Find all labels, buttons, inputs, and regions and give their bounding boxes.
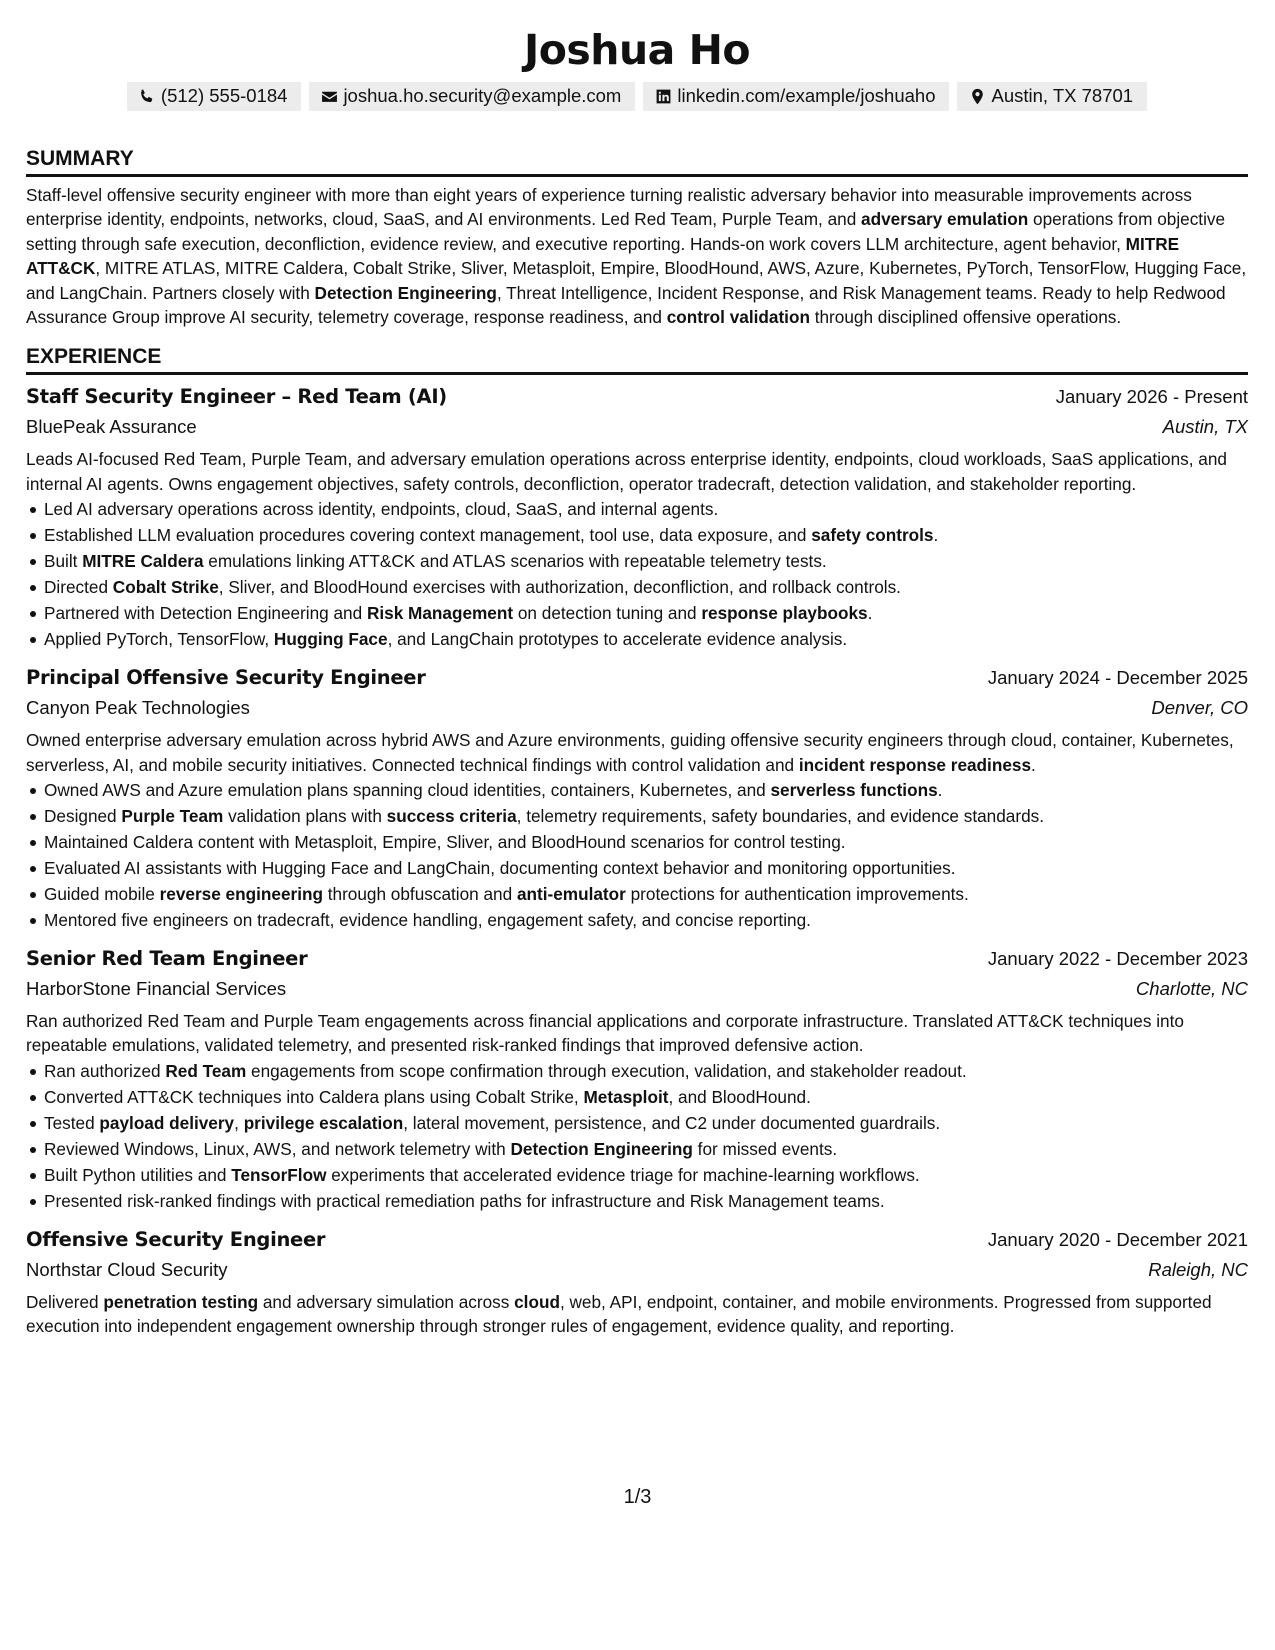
contact-bar bbox=[26, 82, 1248, 111]
bold-keyword: Detection Engineering bbox=[314, 282, 497, 303]
bullet-item bbox=[44, 881, 1248, 907]
text-run: , telemetry requirements, safety boundaries, and evidence standards. bbox=[516, 806, 1045, 827]
bold-keyword: payload delivery bbox=[99, 1112, 235, 1133]
bold-keyword: reverse engineering bbox=[159, 884, 323, 905]
text-run: Mentored five engineers on tradecraft, evidence handling, engagement safety, and concise reporting. bbox=[44, 910, 811, 931]
bold-keyword: Hugging Face bbox=[273, 629, 388, 650]
text-run: Partnered with Detection Engineering and bbox=[44, 603, 367, 624]
bold-keyword: MITRE ATT&CK bbox=[26, 233, 1180, 279]
contact-linkedin-text: linkedin.com/example/joshuaho bbox=[677, 85, 936, 106]
job-summary bbox=[26, 1290, 1248, 1339]
job-location: Denver, CO bbox=[1151, 697, 1248, 719]
bullet-item bbox=[44, 1058, 1248, 1084]
company-name: Northstar Cloud Security bbox=[26, 1258, 228, 1280]
phone-icon bbox=[139, 88, 156, 105]
bullet-item bbox=[44, 522, 1248, 548]
text-run: validation plans with bbox=[223, 806, 387, 827]
job-summary bbox=[26, 1009, 1248, 1058]
bullet-item bbox=[44, 1136, 1248, 1162]
text-run: Ran authorized bbox=[44, 1060, 166, 1081]
bold-keyword: Detection Engineering bbox=[510, 1138, 693, 1159]
bold-keyword: anti-emulator bbox=[516, 884, 626, 905]
bold-keyword: Metasploit bbox=[583, 1086, 669, 1107]
contact-location bbox=[957, 82, 1147, 111]
text-run: Guided mobile bbox=[44, 884, 160, 905]
text-run: . bbox=[1031, 754, 1036, 775]
bold-keyword: penetration testing bbox=[103, 1291, 259, 1312]
text-run: , MITRE ATLAS, MITRE Caldera, Cobalt Strike, Sliver, Metasploit, Empire, BloodHound, AWS, Azure, Kubernetes, PyTorch, TensorFlow, Hugging Face, and LangChain. Partners closely with bbox=[26, 258, 1247, 303]
bullet-item bbox=[44, 855, 1248, 881]
bullet-item bbox=[44, 829, 1248, 855]
bullet-item bbox=[44, 777, 1248, 803]
bold-keyword: success criteria bbox=[386, 806, 517, 827]
job-list bbox=[26, 381, 1248, 1338]
job-entry bbox=[26, 662, 1248, 933]
text-run: emulations linking ATT&CK and ATLAS scenarios with repeatable telemetry tests. bbox=[203, 551, 827, 572]
text-run: operations from objective setting through safe execution, deconfliction, evidence review, and executive reporting. Hands-on work covers LLM architecture, agent behavior, bbox=[26, 209, 1226, 254]
job-location: Raleigh, NC bbox=[1148, 1258, 1248, 1280]
text-run: , Sliver, and BloodHound exercises with authorization, deconfliction, and rollback controls. bbox=[218, 577, 901, 598]
bullet-item bbox=[44, 803, 1248, 829]
text-run: and adversary simulation across bbox=[258, 1291, 515, 1312]
text-run: Owned enterprise adversary emulation across hybrid AWS and Azure environments, guiding offensive security engineers through cloud, container, Kubernetes, serverless, AI, and mobile security initiatives. Connected technical findings with control validation and bbox=[26, 730, 1234, 775]
job-summary bbox=[26, 728, 1248, 777]
text-run: , and BloodHound. bbox=[668, 1086, 811, 1107]
job-title: Staff Security Engineer – Red Team (AI) bbox=[26, 385, 447, 409]
text-run: experiments that accelerated evidence triage for machine-learning workflows. bbox=[326, 1164, 920, 1185]
bold-keyword: adversary emulation bbox=[861, 209, 1029, 230]
job-bullets bbox=[26, 496, 1248, 652]
company-name: BluePeak Assurance bbox=[26, 416, 197, 438]
bold-keyword: Red Team bbox=[165, 1060, 247, 1081]
bold-keyword: privilege escalation bbox=[243, 1112, 404, 1133]
job-bullets bbox=[26, 1058, 1248, 1214]
contact-phone-text: (512) 555-0184 bbox=[160, 85, 288, 106]
text-run: , bbox=[234, 1112, 244, 1133]
text-run: Ran authorized Red Team and Purple Team engagements across financial applications and corporate infrastructure. Translated ATT&CK techniques into repeatable emulations, validated telemetry, and presented risk-ranked findings that improved defensive action. bbox=[26, 1011, 1184, 1056]
bullet-item bbox=[44, 1084, 1248, 1110]
summary-text bbox=[26, 183, 1248, 329]
text-run: Leads AI-focused Red Team, Purple Team, and adversary emulation operations across enterprise identity, endpoints, cloud workloads, SaaS applications, and internal AI agents. Owns engagement objectives, safety controls, deconfliction, operator tradecraft, detection validation, and stakeholder reporting. bbox=[26, 449, 1227, 494]
text-run: . bbox=[933, 525, 939, 546]
bold-keyword: Purple Team bbox=[121, 806, 224, 827]
bold-keyword: Cobalt Strike bbox=[112, 577, 219, 598]
text-run: Built Python utilities and bbox=[44, 1164, 232, 1185]
bold-keyword: response playbooks bbox=[701, 603, 868, 624]
company-name: HarborStone Financial Services bbox=[26, 978, 287, 1000]
map-pin-icon bbox=[969, 88, 986, 105]
text-run: Applied PyTorch, TensorFlow, bbox=[44, 629, 274, 650]
bullet-item bbox=[44, 548, 1248, 574]
candidate-name: Joshua Ho bbox=[523, 26, 751, 74]
bold-keyword: incident response readiness bbox=[798, 754, 1032, 775]
job-dates: January 2024 - December 2025 bbox=[987, 667, 1248, 689]
job-dates: January 2026 - Present bbox=[1055, 386, 1248, 408]
text-run: , Threat Intelligence, Incident Response, and Risk Management teams. Ready to help Redwood Assurance Group improve AI security, telemetry coverage, response readiness, and bbox=[26, 282, 1226, 328]
text-run: Led AI adversary operations across identity, endpoints, cloud, SaaS, and internal agents. bbox=[44, 499, 719, 520]
text-run: Maintained Caldera content with Metasploit, Empire, Sliver, and BloodHound scenarios for control testing. bbox=[44, 832, 846, 853]
job-entry bbox=[26, 1224, 1248, 1339]
text-run: for missed events. bbox=[692, 1138, 838, 1159]
bold-keyword: MITRE Caldera bbox=[82, 551, 204, 572]
bold-keyword: control validation bbox=[666, 307, 810, 328]
text-run: Presented risk-ranked findings with practical remediation paths for infrastructure and Risk Management teams. bbox=[44, 1190, 885, 1211]
job-summary bbox=[26, 447, 1248, 496]
text-run: , web, API, endpoint, container, and mobile environments. Progressed from supported execution into independent engagement ownership through stronger rules of engagement, evidence quality, and reporting. bbox=[26, 1291, 1212, 1337]
text-run: . bbox=[867, 603, 873, 624]
bullet-item bbox=[44, 626, 1248, 652]
bullet-item bbox=[44, 907, 1248, 933]
text-run: Tested bbox=[44, 1112, 100, 1133]
job-title: Principal Offensive Security Engineer bbox=[26, 666, 426, 690]
bold-keyword: safety controls bbox=[811, 525, 934, 546]
linkedin-icon bbox=[655, 88, 672, 105]
text-run: , lateral movement, persistence, and C2 under documented guardrails. bbox=[403, 1112, 941, 1133]
summary-section bbox=[26, 145, 1248, 329]
contact-linkedin[interactable] bbox=[643, 82, 949, 111]
job-location: Austin, TX bbox=[1162, 416, 1248, 438]
job-title: Senior Red Team Engineer bbox=[26, 947, 308, 971]
text-run: through obfuscation and bbox=[322, 884, 517, 905]
bullet-item bbox=[44, 1110, 1248, 1136]
text-run: through disciplined offensive operations. bbox=[809, 307, 1122, 328]
text-run: Owned AWS and Azure emulation plans spanning cloud identities, containers, Kubernetes, and bbox=[44, 780, 771, 801]
text-run: Designed bbox=[44, 806, 122, 827]
text-run: Converted ATT&CK techniques into Caldera plans using Cobalt Strike, bbox=[44, 1086, 584, 1107]
text-run: Delivered bbox=[26, 1291, 104, 1312]
job-dates: January 2020 - December 2021 bbox=[987, 1228, 1248, 1250]
bold-keyword: cloud bbox=[514, 1291, 560, 1312]
text-run: Established LLM evaluation procedures covering context management, tool use, data exposure, and bbox=[44, 525, 812, 546]
text-run: protections for authentication improvements. bbox=[625, 884, 969, 905]
bullet-item bbox=[44, 496, 1248, 522]
contact-email-text: joshua.ho.security@example.com bbox=[343, 85, 622, 106]
text-run: Reviewed Windows, Linux, AWS, and network telemetry with bbox=[44, 1138, 511, 1159]
text-run: Evaluated AI assistants with Hugging Face and LangChain, documenting context behavior and monitoring opportunities. bbox=[44, 858, 956, 879]
text-run: . bbox=[937, 780, 943, 801]
resume-page bbox=[26, 0, 1248, 1339]
job-bullets bbox=[26, 777, 1248, 933]
experience-section bbox=[26, 343, 1248, 1338]
job-location: Charlotte, NC bbox=[1135, 978, 1248, 1000]
summary-heading: SUMMARY bbox=[26, 145, 1248, 177]
bullet-item bbox=[44, 1188, 1248, 1214]
experience-heading: EXPERIENCE bbox=[26, 343, 1248, 375]
text-run: Directed bbox=[44, 577, 113, 598]
text-run: , and LangChain prototypes to accelerate evidence analysis. bbox=[387, 629, 848, 650]
bold-keyword: Risk Management bbox=[366, 603, 514, 624]
bullet-item bbox=[44, 574, 1248, 600]
job-dates: January 2022 - December 2023 bbox=[987, 948, 1248, 970]
text-run: engagements from scope confirmation through execution, validation, and stakeholder readout. bbox=[246, 1060, 967, 1081]
text-run: Built bbox=[44, 551, 83, 572]
company-name: Canyon Peak Technologies bbox=[26, 697, 250, 719]
contact-location-text: Austin, TX 78701 bbox=[991, 85, 1134, 106]
text-run: on detection tuning and bbox=[513, 603, 702, 624]
bold-keyword: TensorFlow bbox=[231, 1164, 327, 1185]
page-number: 1/3 bbox=[623, 1486, 652, 1508]
job-entry bbox=[26, 943, 1248, 1214]
job-title: Offensive Security Engineer bbox=[26, 1227, 326, 1251]
contact-email[interactable] bbox=[309, 82, 635, 111]
bullet-item bbox=[44, 1162, 1248, 1188]
bold-keyword: serverless functions bbox=[770, 780, 938, 801]
text-run: Staff-level offensive security engineer with more than eight years of experience turning realistic adversary behavior into measurable improvements across enterprise identity, endpoints, networks, cloud, SaaS, and AI environments. Led Red Team, Purple Team, and bbox=[26, 185, 1192, 230]
job-entry bbox=[26, 381, 1248, 652]
envelope-icon bbox=[321, 88, 338, 105]
bullet-item bbox=[44, 600, 1248, 626]
contact-phone[interactable] bbox=[127, 82, 302, 111]
